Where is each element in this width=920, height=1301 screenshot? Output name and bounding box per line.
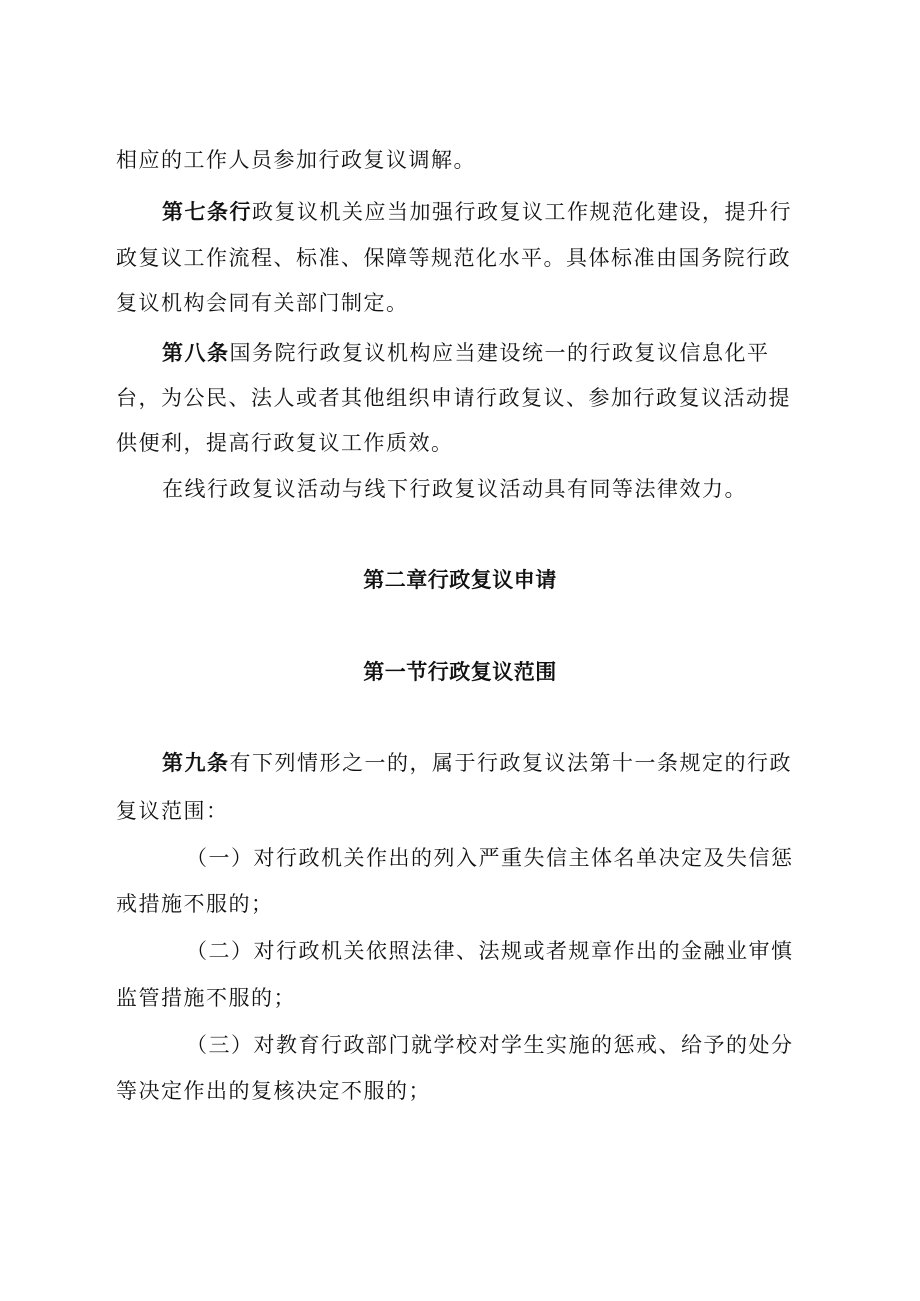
article-8-line-3 xyxy=(116,428,816,458)
list-item-2-line-2 xyxy=(116,983,816,1013)
article-7-line-1 xyxy=(162,197,862,227)
text-span: 复议机构会同有关部门制定。 xyxy=(116,291,409,315)
text-span: （二）对行政机关依照法律、法规或者规章作出的金融业审慎 xyxy=(186,939,794,963)
text-span: 等决定作出的复核决定不服的； xyxy=(116,1079,431,1103)
list-item-1-line-1 xyxy=(186,843,886,873)
article-9-label: 第九条 xyxy=(162,750,230,775)
article-8-line-1 xyxy=(162,338,862,368)
text-span: 供便利，提高行政复议工作质效。 xyxy=(116,431,454,455)
list-item-1-line-2 xyxy=(116,889,816,919)
text-span: 复议范围： xyxy=(116,799,229,823)
article-9-line-2 xyxy=(116,796,816,826)
chapter-heading: 第二章行政复议申请 xyxy=(363,567,557,592)
section-heading: 第一节行政复议范围 xyxy=(363,659,557,684)
list-item-3-line-2 xyxy=(116,1076,816,1106)
text-span: （三）对教育行政部门就学校对学生实施的惩戒、给予的处分 xyxy=(186,1033,794,1057)
text-span: 相应的工作人员参加行政复议调解。 xyxy=(116,148,476,172)
paragraph-line xyxy=(116,145,816,175)
article-8-paragraph-2 xyxy=(162,474,862,504)
text-span: 监管措施不服的； xyxy=(116,986,296,1010)
text-span: （一）对行政机关作出的列入严重失信主体名单决定及失信惩 xyxy=(186,846,794,870)
list-item-2-line-1 xyxy=(186,936,886,966)
text-span: 戒措施不服的； xyxy=(116,892,274,916)
article-8-line-2 xyxy=(116,383,816,413)
article-8-label: 第八条 xyxy=(162,340,230,365)
text-span: 政复议工作流程、标准、保障等规范化水平。具体标准由国务院行政 xyxy=(116,246,791,270)
text-span: 政复议机关应当加强行政复议工作规范化建设，提升行 xyxy=(252,200,792,224)
article-7-line-3 xyxy=(116,288,816,318)
list-item-3-line-1 xyxy=(186,1030,886,1060)
text-span: 国务院行政复议机构应当建设统一的行政复议信息化平 xyxy=(229,341,770,365)
article-7-line-2 xyxy=(116,243,816,273)
article-9-line-1 xyxy=(162,748,862,778)
article-7-label: 第七条行 xyxy=(162,199,252,224)
text-span: 在线行政复议活动与线下行政复议活动具有同等法律效力。 xyxy=(162,477,747,501)
text-span: 台，为公民、法人或者其他组织申请行政复议、参加行政复议活动提 xyxy=(116,386,791,410)
text-span: 有下列情形之一的，属于行政复议法第十一条规定的行政 xyxy=(229,751,792,775)
